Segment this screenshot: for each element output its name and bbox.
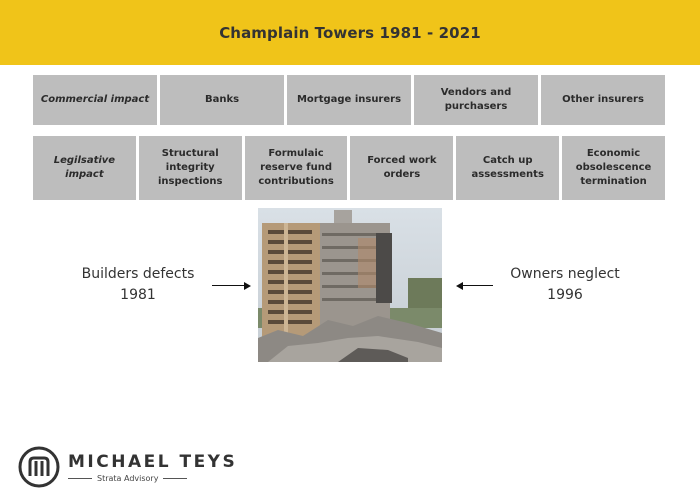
row-header-commercial: Commercial impact (33, 75, 157, 125)
logo-divider-right (163, 478, 187, 479)
cell-other-insurers: Other insurers (541, 75, 665, 125)
michael-teys-logo (18, 446, 237, 488)
logo-divider-left (68, 478, 92, 479)
row-header-legislative: Legilsative impact (33, 136, 136, 200)
builders-defects-text: Builders defects (81, 266, 195, 282)
arrow-right-icon (212, 285, 249, 286)
cell-banks: Banks (160, 75, 284, 125)
builders-defects-label (70, 264, 206, 306)
logo-text-block (68, 452, 237, 483)
impact-row-legislative (33, 136, 665, 200)
cell-catch-up-assessments: Catch up assessments (456, 136, 559, 200)
arrow-left-icon (458, 285, 493, 286)
logo-mark-icon (18, 446, 60, 488)
owners-neglect-year: 1996 (547, 287, 583, 303)
cell-reserve-fund: Formulaic reserve fund contributions (245, 136, 348, 200)
cell-forced-work-orders: Forced work orders (350, 136, 453, 200)
owners-neglect-text: Owners neglect (510, 266, 620, 282)
page-title: Champlain Towers 1981 - 2021 (219, 23, 481, 42)
owners-neglect-label (497, 264, 633, 306)
cell-vendors-purchasers: Vendors and purchasers (414, 75, 538, 125)
header-banner (0, 0, 700, 65)
logo-tagline (68, 474, 237, 483)
cell-economic-obsolescence: Economic obsolescence termination (562, 136, 665, 200)
cell-mortgage-insurers: Mortgage insurers (287, 75, 411, 125)
cell-structural-inspections: Structural integrity inspections (139, 136, 242, 200)
impact-row-commercial (33, 75, 665, 125)
logo-subtitle: Strata Advisory (97, 473, 159, 483)
builders-defects-year: 1981 (120, 287, 156, 303)
building-collapse-photo (258, 208, 442, 362)
logo-name: MICHAEL TEYS (68, 451, 238, 472)
